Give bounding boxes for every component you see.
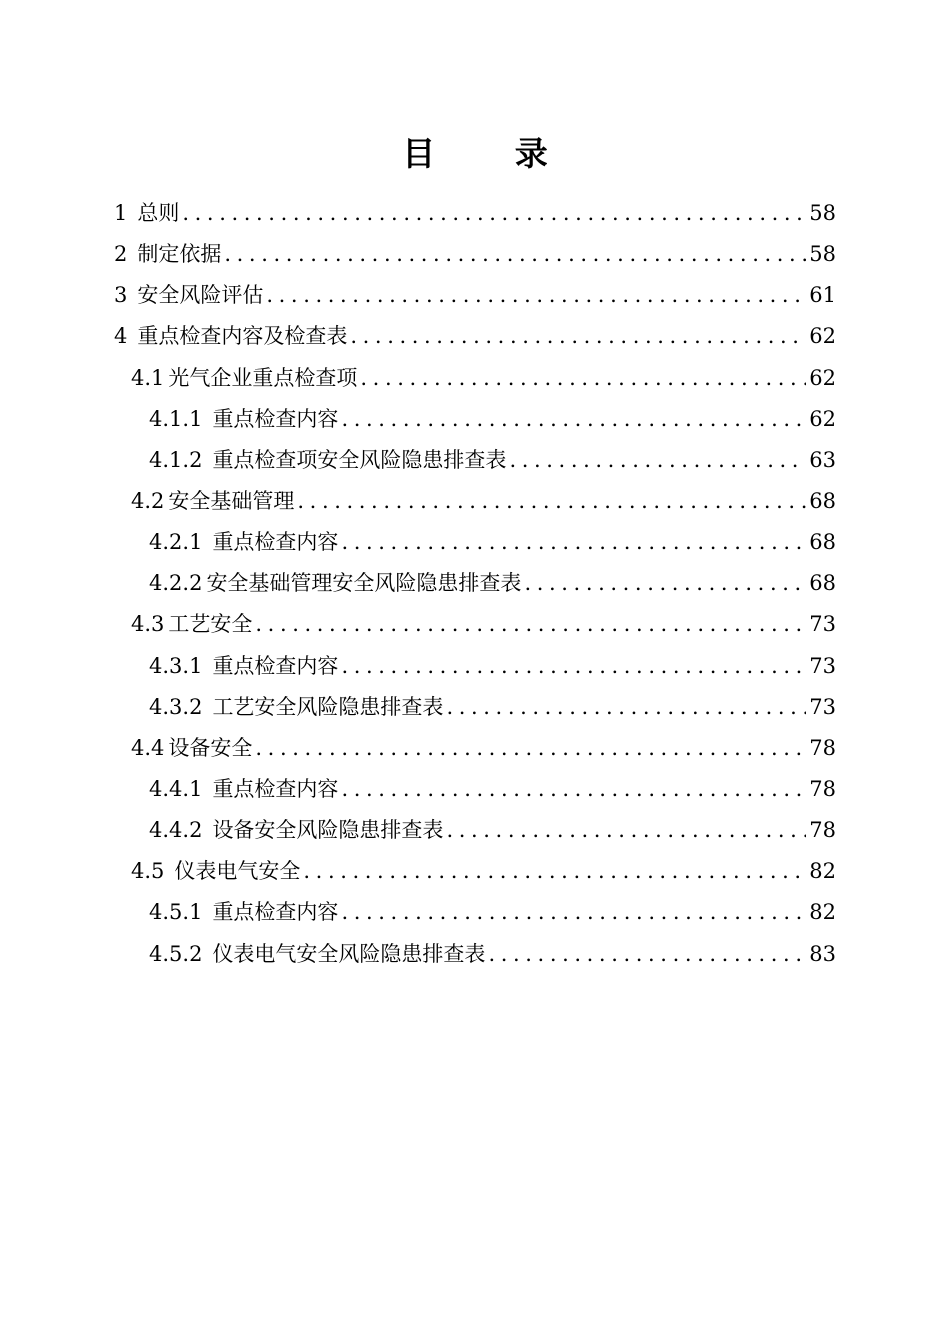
toc-dot-leader [524, 563, 806, 604]
toc-dot-leader [255, 728, 806, 769]
toc-entry[interactable] [0, 646, 950, 687]
toc-entry[interactable] [0, 275, 950, 316]
toc-entry-page: 73 [809, 694, 836, 719]
toc-entry-page: 68 [809, 488, 836, 513]
toc-entry-label: 设备安全风险隐患排查表 [212, 818, 444, 843]
toc-entry-number: 4.5 [131, 859, 165, 884]
toc-entry-label: 重点检查内容 [212, 653, 339, 678]
toc-entry-number: 2 [114, 242, 128, 267]
toc-entry-page: 62 [809, 324, 836, 349]
toc-dot-leader [266, 275, 806, 316]
toc-entry-page: 82 [809, 900, 836, 925]
toc-entry-label: 光气企业重点检查项 [168, 365, 358, 390]
toc-entry-label: 制定依据 [137, 242, 222, 267]
toc-entry-number: 4.2.1 [149, 530, 203, 555]
toc-entry[interactable] [0, 769, 950, 810]
toc-entry-number: 4.5.2 [149, 941, 203, 966]
toc-entry[interactable] [0, 358, 950, 399]
toc-entry-label: 安全基础管理 [168, 488, 295, 513]
toc-entry-number: 4.4 [131, 735, 165, 760]
toc-entry-page: 78 [809, 776, 836, 801]
toc-entry[interactable] [0, 481, 950, 522]
toc-entry-page: 78 [809, 818, 836, 843]
toc-entry-label: 设备安全 [168, 735, 253, 760]
toc-entry[interactable] [0, 234, 950, 275]
toc-entry-number: 4.3.1 [149, 653, 203, 678]
toc-entry-page: 68 [809, 530, 836, 555]
toc-entry-page: 61 [809, 283, 836, 308]
toc-entry-label: 重点检查内容 [212, 406, 339, 431]
toc-entry-number: 4.1.2 [149, 447, 203, 472]
toc-entry[interactable] [0, 563, 950, 604]
toc-entry-number: 4.5.1 [149, 900, 203, 925]
toc-dot-leader [350, 316, 806, 357]
toc-dot-leader [303, 851, 806, 892]
toc-list [0, 193, 950, 975]
toc-entry[interactable] [0, 522, 950, 563]
toc-dot-leader [297, 481, 806, 522]
toc-entry-label: 重点检查内容 [212, 900, 339, 925]
toc-dot-leader [224, 234, 806, 275]
toc-entry[interactable] [0, 687, 950, 728]
toc-entry-page: 73 [809, 612, 836, 637]
toc-entry-number: 4.3 [131, 612, 165, 637]
toc-entry-number: 4.4.2 [149, 818, 203, 843]
toc-entry-label: 重点检查内容 [212, 776, 339, 801]
toc-entry-label: 工艺安全风险隐患排查表 [212, 694, 444, 719]
toc-dot-leader [360, 358, 806, 399]
toc-entry-number: 4.3.2 [149, 694, 203, 719]
toc-entry[interactable] [0, 440, 950, 481]
toc-dot-leader [509, 440, 806, 481]
toc-entry-number: 4.4.1 [149, 776, 203, 801]
toc-entry-page: 78 [809, 735, 836, 760]
toc-entry[interactable] [0, 728, 950, 769]
toc-entry-page: 68 [809, 571, 836, 596]
toc-entry-page: 82 [809, 859, 836, 884]
toc-entry[interactable] [0, 810, 950, 851]
toc-dot-leader [341, 769, 806, 810]
toc-entry-page: 83 [809, 941, 836, 966]
toc-entry-label: 安全基础管理安全风险隐患排查表 [206, 571, 522, 596]
toc-entry-label: 总则 [137, 201, 180, 225]
toc-entry-number: 4.1 [131, 365, 165, 390]
toc-dot-leader [182, 193, 806, 234]
toc-title: 目 录 [402, 134, 582, 173]
toc-dot-leader [488, 934, 806, 975]
toc-dot-leader [341, 399, 806, 440]
toc-entry-label: 仪表电气安全风险隐患排查表 [212, 941, 486, 966]
toc-entry-page: 62 [809, 406, 836, 431]
toc-entry-number: 1 [114, 201, 128, 225]
toc-entry-page: 58 [809, 242, 836, 267]
toc-entry[interactable] [0, 934, 950, 975]
toc-entry[interactable] [0, 193, 950, 234]
toc-entry-page: 73 [809, 653, 836, 678]
toc-dot-leader [341, 522, 806, 563]
toc-entry-label: 仪表电气安全 [174, 859, 301, 884]
toc-entry[interactable] [0, 604, 950, 645]
toc-entry-label: 重点检查内容及检查表 [137, 324, 348, 349]
toc-dot-leader [341, 892, 806, 933]
toc-entry-label: 重点检查内容 [212, 530, 339, 555]
toc-entry-page: 63 [809, 447, 836, 472]
toc-entry-label: 安全风险评估 [137, 283, 264, 308]
toc-dot-leader [255, 604, 806, 645]
toc-entry-label: 重点检查项安全风险隐患排查表 [212, 447, 507, 472]
toc-entry-page: 62 [809, 365, 836, 390]
toc-entry-number: 4.1.1 [149, 406, 203, 431]
toc-entry-number: 4 [114, 324, 128, 349]
toc-dot-leader [341, 646, 806, 687]
toc-entry[interactable] [0, 399, 950, 440]
toc-entry-label: 工艺安全 [168, 612, 253, 637]
toc-entry-number: 4.2.2 [149, 571, 203, 596]
toc-entry[interactable] [0, 892, 950, 933]
toc-entry-number: 4.2 [131, 488, 165, 513]
toc-dot-leader [446, 810, 806, 851]
toc-entry-number: 3 [114, 283, 128, 308]
toc-entry[interactable] [0, 316, 950, 357]
toc-entry-page: 58 [809, 201, 836, 225]
toc-dot-leader [446, 687, 806, 728]
toc-entry[interactable] [0, 851, 950, 892]
